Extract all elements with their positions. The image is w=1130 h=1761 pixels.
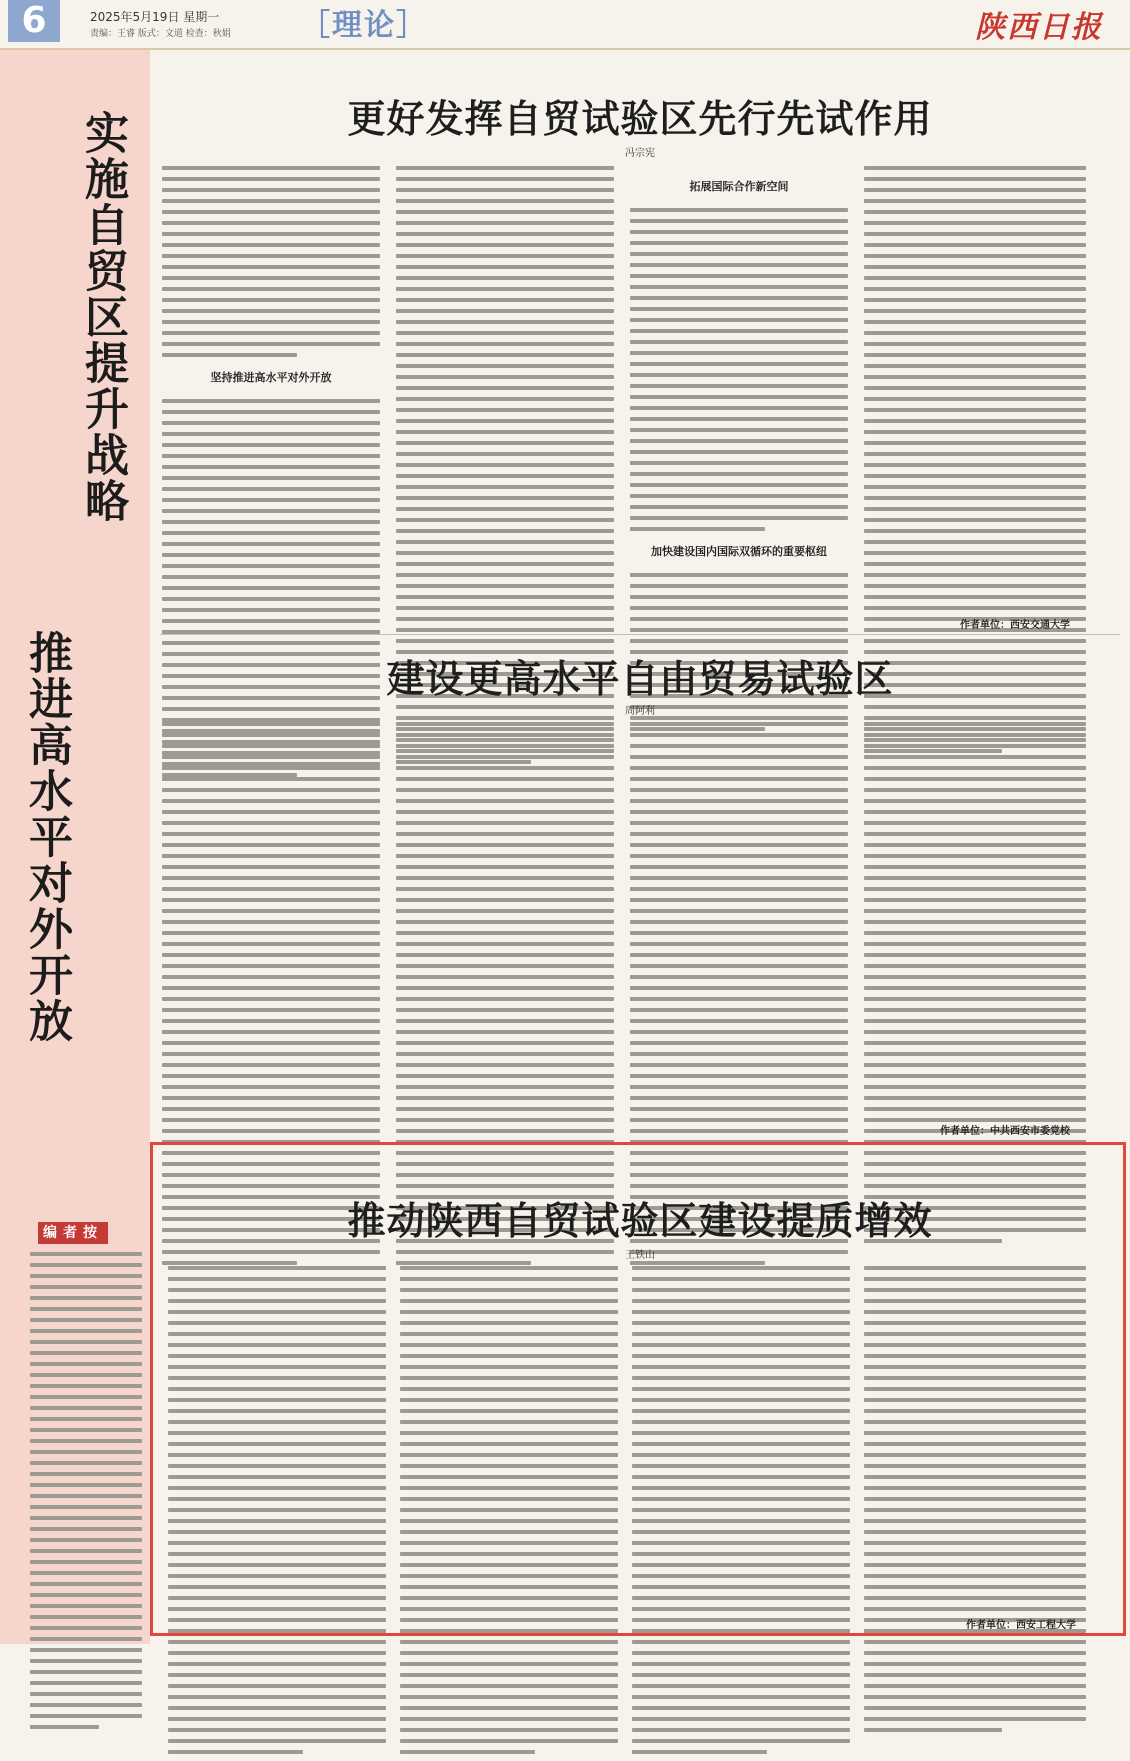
page-number: 6 <box>8 0 60 42</box>
article-1-byline: 冯宗宪 <box>625 148 655 159</box>
article-1-subhead-1: 坚持推进高水平对外开放 <box>210 371 332 384</box>
article-2-title: 建设更高水平自由贸易试验区 <box>386 656 894 701</box>
rail-title-1: 实施自贸区提升战略 <box>77 110 128 524</box>
article-1-subhead-3: 加快建设国内国际双循环的重要枢纽 <box>651 545 827 558</box>
newspaper-logo: 陕西日报 <box>975 10 1103 45</box>
article-3-byline: 王铁山 <box>625 1250 655 1261</box>
publication-date: 2025年5月19日 星期一 <box>90 10 220 24</box>
article-3-column <box>632 1266 850 1761</box>
article-3-title: 推动陕西自贸试验区建设提质增效 <box>347 1198 933 1243</box>
editor-note-label: 编者按 <box>38 1222 108 1244</box>
article-2-affiliation: 作者单位：中共西安市委党校 <box>940 1126 1070 1137</box>
editor-credits: 责编：王睿 版式：文道 检查：秋娟 <box>90 29 231 39</box>
article-3-affiliation: 作者单位：西安工程大学 <box>966 1620 1076 1631</box>
divider <box>160 634 1120 635</box>
article-1-title: 更好发挥自贸试验区先行先试作用 <box>347 96 933 141</box>
article-3-column <box>864 1266 1086 1739</box>
masthead <box>0 0 1130 50</box>
article-3-column <box>400 1266 618 1761</box>
section-label: ［理论］ <box>300 8 428 43</box>
editor-note-text <box>30 1252 142 1736</box>
article-2-byline: 周阿利 <box>625 706 655 717</box>
rail-title-2: 推进高水平对外开放 <box>21 630 72 1044</box>
article-1-affiliation: 作者单位：西安交通大学 <box>960 620 1070 631</box>
article-1-subhead-2: 拓展国际合作新空间 <box>689 180 789 193</box>
article-3-column <box>168 1266 386 1761</box>
left-rail <box>0 50 150 1644</box>
